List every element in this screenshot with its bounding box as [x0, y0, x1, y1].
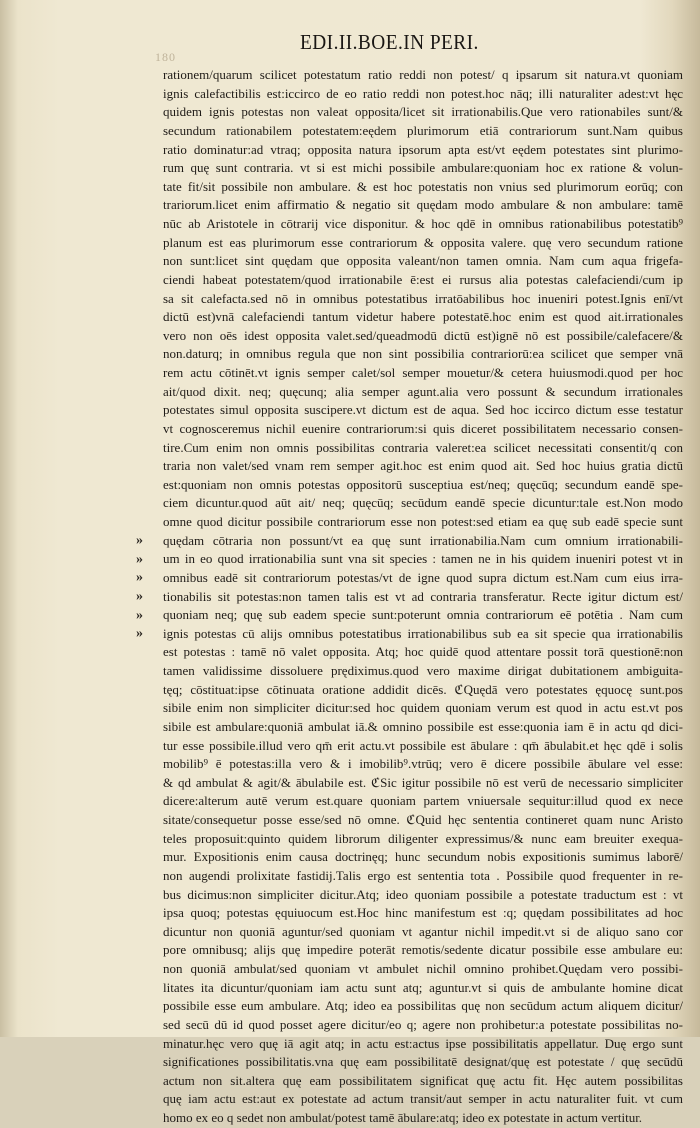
text-line: tionabilis sit potestas:non tamen talis est vt ad contraria transferatur. Recte igitur dictum est/	[163, 588, 683, 604]
running-head: EDI.II.BOE.IN PERI.	[300, 30, 479, 54]
text-line: omne quod dicitur possibile contrariorum esse non potest:sed etiam ea quę sub eadē specie sunt	[163, 514, 683, 529]
text-line: non augendi prolixitate fastidij.Talis ergo est sententia tota . Possibile quod frequenter in re-	[163, 867, 683, 883]
text-line: bus dicimus:non simpliciter dicitur.Atq; ideo quoniam possibile a potestate traductum est : vt	[163, 886, 683, 902]
margin-markers	[136, 532, 160, 644]
text-line: rum quę sunt contraria. vt si est michi possibile ambulare:quoniam hoc ex ratione & volun-	[163, 160, 683, 176]
text-line: non.daturq; in omnibus regula que non sint possibilia contrariorū:ea scilicet que semper vnā	[163, 346, 683, 362]
text-line: tur esse possibile.illud vero qm̄ erit actu.vt possibile est ābulare : qm̄ ābulabit.et hęc qdē i solis	[163, 737, 683, 753]
text-line: tire.Cum enim non omnis possibilitas contraria valeret:ea scilicet necessitati consentit/q con	[163, 439, 683, 455]
text-line: ipsa quoq; potestas ęquiuocum est.Hoc hinc manifestum est :q; quędam possibilitates ad hoc	[163, 905, 683, 921]
text-line: um in eo quod irrationabilia sunt vna sit species : tamen ne in his quidem inueniri potest vt in	[163, 551, 683, 567]
text-line: tęq; cōstituat:ipse cōtinuata oratione addidit dicēs. ℭQuędā vero potestates ęquocę sunt.pos	[163, 681, 683, 697]
text-line: actum non sit.altera quę eam possibilitatem significat quę actu fit. Hęc autem possibilitas	[163, 1072, 683, 1088]
text-line: sitate/consequetur posse esse/sed nō omne. ℭQuid hęc sententia contineret quam nunc Aristo	[163, 812, 683, 827]
text-line: quidem ignis potestas non valeat opposita/licet sit irrationabilis.Que vero rationabiles sunt/&	[163, 104, 683, 120]
text-line: ait/quod dixit. neq; quęcunq; alia semper agunt.alia vero possunt & secundum irrationales	[163, 383, 683, 399]
text-line: mur. Expositionis enim causa doctrinęq; hunc secundum nobis expositionis sumimus laborē/	[163, 849, 683, 865]
text-line: vt cognosceremus nichil euenire contrariorum:si quis diceret possibilitatem necessario consen-	[163, 420, 683, 436]
text-line: vero non oēs idest opposita valet.sed/queadmodū dictū est)ignē nō est possibile/calefacere/&	[163, 327, 683, 343]
text-line: planum est eas plurimorum esse contrariorum & opposita valere. quę vero secundum ratione	[163, 234, 683, 250]
text-line: ratio dominatur:ad vtraq; opposita natura ipsorum apta est/vt eędem potestates sint plurimo-	[163, 141, 683, 157]
text-line: dictū est)vnā calefaciendi tantum videtur habere potestatē.hoc enim est quod ait.irrationales	[163, 309, 683, 325]
text-line: rem actu cōtinēt.vt ignis semper calet/sol semper mouetur/& cetera huiusmodi.quod per hoc	[163, 365, 683, 380]
text-line: quoniam neq; quę sub eadem specie sunt:poterunt omnia contrariorum eē potētia . Nam cum	[163, 607, 683, 623]
text-line: potestates simul opposita suscipere.vt dictum est de aqua. Sed hoc iccirco dictum esse testatur	[163, 402, 683, 418]
margin-marker: »	[136, 533, 143, 548]
text-line: pore omnibusq; alijs quę impedire poterāt remotis/sedente dicatur possibile esse ambulare eu:	[163, 942, 683, 958]
text-line: significationes possibilitatis.vna quę eam possibilitatē designat/quę est potestate / quę secūdū	[163, 1054, 683, 1070]
text-line: sibile est ambulare:quoniā ambulat iā.& omnino possibile est esse:quonia iam ē in actu qd dici-	[163, 718, 683, 734]
text-line: dicere:alterum autē verum est.quare quoniam partem vniuersale sequitur:illud quod ex nece	[163, 793, 683, 809]
margin-marker: »	[136, 551, 143, 567]
text-line: teles proposuit:quinto quidem librorum diligenter expressimus/& nunc eam breuiter exequa-	[163, 830, 683, 846]
text-line: ignis calefactibilis est:iccirco de eo ratio reddi non potest.hoc nāq; illi naturaliter adest:vt hęc	[163, 85, 683, 101]
margin-marker: »	[136, 570, 143, 586]
text-line: est potestas : tamē nō valet opposita. Atq; hoc quidē quod attentare possit torā questionē:non	[163, 644, 683, 660]
text-line: est:quoniam non omnis potestas oppositorū susceptiua est/neq; quęcūq; secundum eandē spe-	[163, 476, 683, 492]
text-line: litates ita dicuntur/quoniam iam actu sunt atq; aguntur.vt si quis de ambulante homine dicat	[163, 979, 683, 995]
text-column	[163, 66, 683, 1128]
text-line: mobilib⁹ ē potestas:illa vero & i imobilib⁹.vtrūq; vero ē dicere possibile ābulare vel esse:	[163, 756, 683, 772]
text-line: non sunt:licet sint quędam que opposita valeant/non tamen omnia. Nam cum aqua frigefa-	[163, 253, 683, 269]
text-line: rationem/quarum scilicet potestatum ratio reddi non potest/ q ipsarum sit natura.vt quoniam	[163, 67, 683, 82]
text-line: trariorum.licet enim affirmatio & negatio sit quędam modo ambulare & non ambulare: tamē	[163, 197, 683, 213]
margin-marker: »	[136, 626, 143, 642]
text-line: sibile enim non simpliciter dicitur:sed hoc quidem quoniam verum est quod in actu est.vt pos	[163, 700, 683, 716]
text-line: sed secū dū id quod posset agere dicitur/eo q; agere non prohibetur:a potestate possibilitas no-	[163, 1016, 683, 1032]
margin-marker: »	[136, 588, 143, 604]
text-line: possibile esse eum ambulare. Atq; ideo ea possibilitas quę non secūdum actum aliquem dicitur/	[163, 998, 683, 1014]
text-line: tate fit/sit possibile non ambulare. & est hoc potestatis non vnius sed plurimorum eorūq; con	[163, 178, 683, 194]
text-line: minatur.hęc vero quę iā agit atq; in actu est:actus ipse possibilitatis appellatur. Duę ergo sunt	[163, 1035, 683, 1051]
text-line: sa sit calefacta.sed nō in omnibus potestatibus irratōabilibus hoc inueniri potest.Ignis enī/vt	[163, 290, 683, 306]
text-line: ignis potestas cū alijs omnibus potestatibus irrationabilibus sub ea sit specie qua irrationabilis	[163, 625, 683, 641]
text-line: non quoniā ambulat/sed quoniam vt ambulet nichil omnino prohibet.Quędam vero possibi-	[163, 961, 683, 976]
text-line: nūc ab Aristotele in cōtrarij vice disponitur. & hoc qdē in omnibus rationabilibus potestatib⁹	[163, 216, 683, 231]
text-line: omnibus eadē sit contrariorum potestas/vt de igne quod supra dictum est.Nam cum eius irra-	[163, 569, 683, 585]
text-line: & qd ambulat & agit/& ābulabile est. ℭSic igitur possibile nō est verū de necessario simpliciter	[163, 774, 683, 790]
text-line: ciem dicuntur.quod aūt ait/ neq; quęcūq; secūdum eandē specie dicuntur:tale est.Non modo	[163, 495, 683, 511]
text-line: homo ex eo q sedet non ambulat/potest tamē ābulare:atq; ideo ex potestate in actum vertitur.	[163, 1110, 643, 1125]
text-line: dicuntur non quoniā aguntur/sed quoniam vt agantur nichil impedit.vt si de aliquo sano cor	[163, 923, 683, 939]
text-line: quę iam actu est:aut ex potestate ad actum transit/aut semper in actu naturaliter fuit. vt cum	[163, 1091, 683, 1107]
text-line: ciendi habeat potestatem/quod irrationabile ē:est ei rursus alia potestas calefaciendi/cum ip	[163, 271, 683, 287]
text-line: traria non valet/sed vnam rem semper agit.hoc est enim quod ait. Sed hoc huius gratia dictū	[163, 458, 683, 474]
text-line: quędam cōtraria non possunt/vt ea quę sunt irrationabilia.Nam cum omnium irrationabili-	[163, 532, 683, 548]
text-line: secundum rationabilem potestatem:eędem plurimorum etiā contrariorum sunt.Nam quibus	[163, 122, 683, 138]
text-line: tamen validissime dissoluere prędiximus.quod vero maxime dirigat dubitationem ambiguita-	[163, 663, 683, 678]
margin-marker: »	[136, 607, 143, 623]
page-number: 180	[155, 50, 176, 64]
